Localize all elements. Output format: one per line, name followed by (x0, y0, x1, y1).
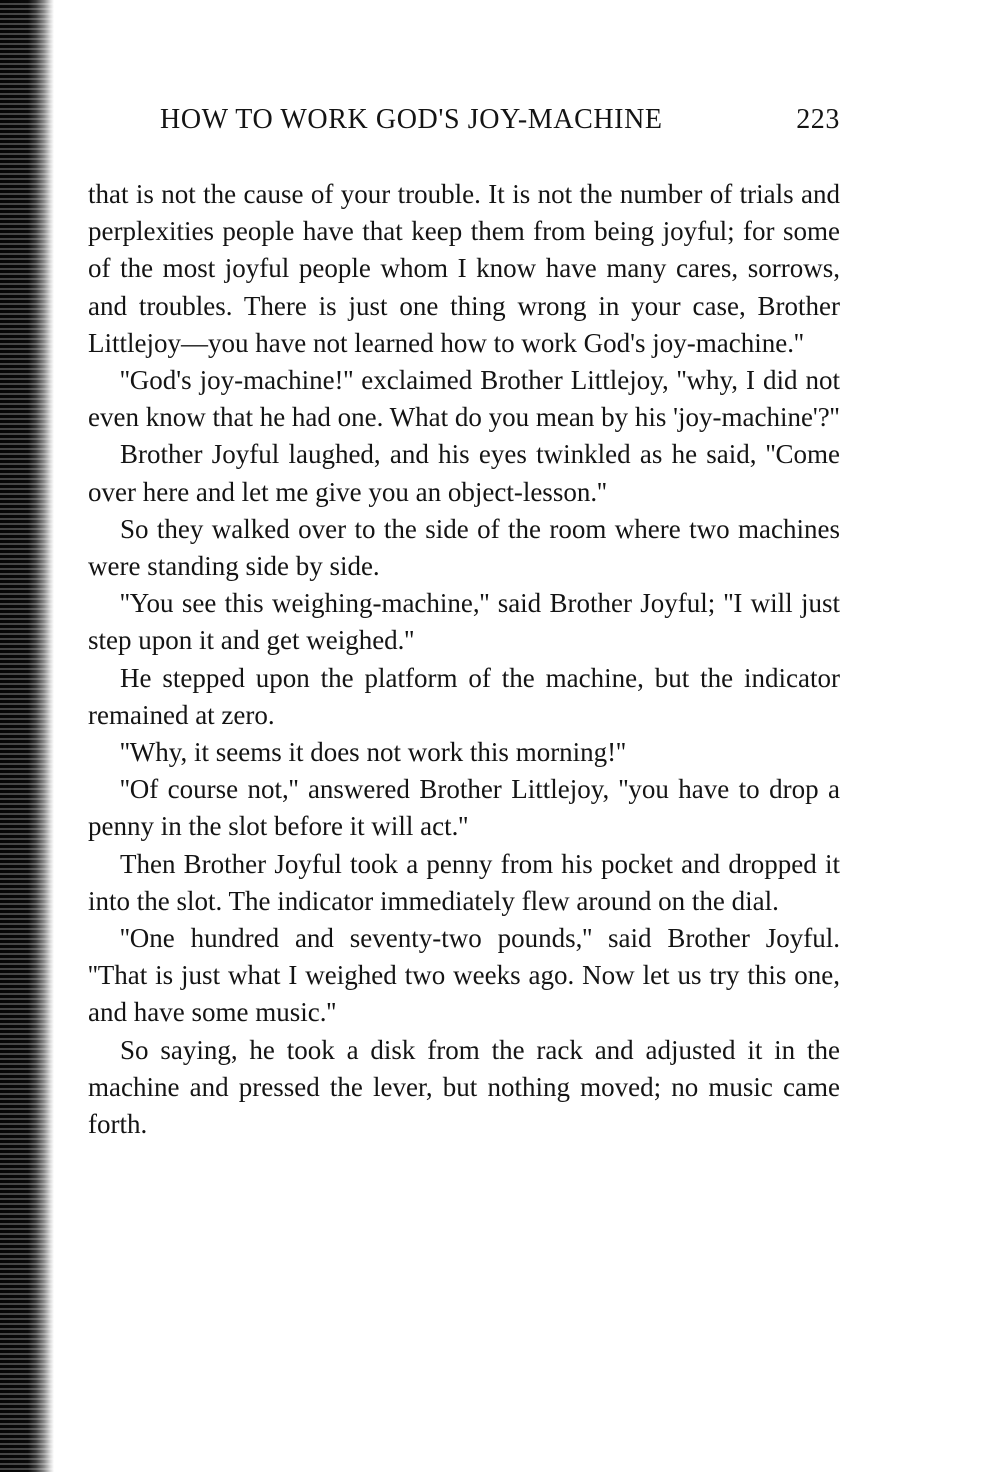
paragraph: ''Why, it seems it does not work this morning!'' (120, 737, 626, 768)
body-text (88, 176, 840, 1143)
book-page (88, 98, 840, 1143)
page-binding-edge (0, 0, 54, 1472)
paragraph: Brother Joyful laughed, and his eyes twinkled as he said, ''Come over here and let me give you an object-lesson.'' (88, 439, 840, 507)
running-head (88, 98, 840, 144)
paragraph: ''One hundred and seventy-two pounds,'' said Brother Joyful. ''That is just what I weighed two weeks ago. Now let us try this one, and have some music.'' (88, 923, 840, 1028)
running-head-title: HOW TO WORK GOD'S JOY-MACHINE (160, 104, 663, 135)
paragraph: ''God's joy-machine!'' exclaimed Brother Littlejoy, ''why, I did not even know that he had one. What do you mean by his 'joy-machine'?'' (88, 365, 840, 433)
paragraph: So they walked over to the side of the room where two machines were standing side by side. (88, 513, 840, 582)
paragraph: He stepped upon the platform of the machine, but the indicator remained at zero. (88, 662, 840, 730)
paragraph: ''Of course not,'' answered Brother Littlejoy, ''you have to drop a penny in the slot before it will act.'' (88, 774, 840, 842)
paragraph: ''You see this weighing-machine,'' said Brother Joyful; ''I will just step upon it and get weighed.'' (88, 588, 840, 656)
paragraph-continued: that is not the cause of your trouble. It is not the number of trials and perplexities people have that keep them from being joyful; for some of the most joyful people whom I know have many cares, sorrows, and troubles. There is just one thing wrong in your case, Brother Littlejoy—you have not learned how to work God's joy-machine.'' (88, 179, 840, 358)
paragraph: So saying, he took a disk from the rack and adjusted it in the machine and pressed the lever, but nothing moved; no music came forth. (88, 1034, 840, 1140)
page-number: 223 (796, 104, 840, 135)
paragraph: Then Brother Joyful took a penny from his pocket and dropped it into the slot. The indicator immediately flew around on the dial. (88, 848, 840, 916)
